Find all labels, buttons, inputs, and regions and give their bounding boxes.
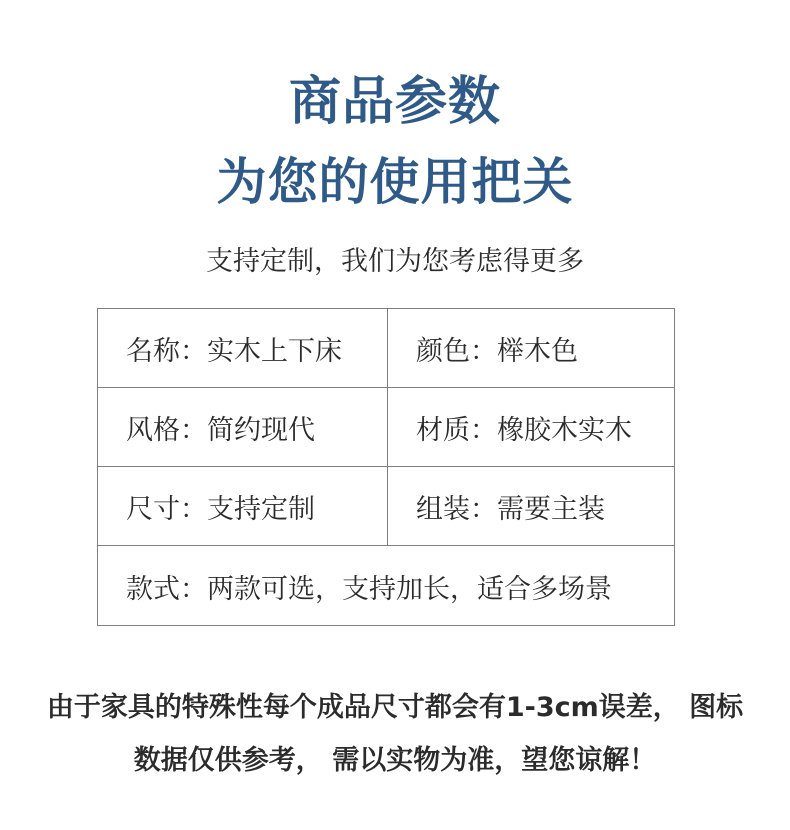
customization-tagline: 支持定制，我们为您考虑得更多 bbox=[206, 246, 584, 277]
disclaimer-line-1: 由于家具的特殊性每个成品尺寸都会有1-3cm误差， 图标 bbox=[46, 692, 744, 723]
spec-cell-model: 款式：两款可选，支持加长，适合多场景 bbox=[126, 573, 612, 605]
page-title: 商品参数 bbox=[288, 72, 501, 132]
spec-table bbox=[97, 308, 675, 626]
spec-cell-material: 材质：橡胶木实木 bbox=[387, 388, 674, 466]
spec-row bbox=[98, 388, 674, 467]
spec-cell-size: 尺寸：支持定制 bbox=[126, 493, 315, 525]
spec-cell-style: 风格：简约现代 bbox=[126, 414, 315, 446]
spec-cell-name: 名称：实木上下床 bbox=[126, 335, 342, 367]
spec-row bbox=[98, 467, 674, 546]
disclaimer-line-2: 数据仅供参考， 需以实物为准，望您谅解！ bbox=[133, 745, 657, 776]
spec-cell-color: 颜色：榉木色 bbox=[387, 309, 674, 387]
spec-cell-assembly: 组装：需要主装 bbox=[387, 467, 674, 545]
spec-row bbox=[98, 309, 674, 388]
page-subtitle-heading: 为您的使用把关 bbox=[216, 153, 574, 211]
spec-row bbox=[98, 546, 674, 626]
